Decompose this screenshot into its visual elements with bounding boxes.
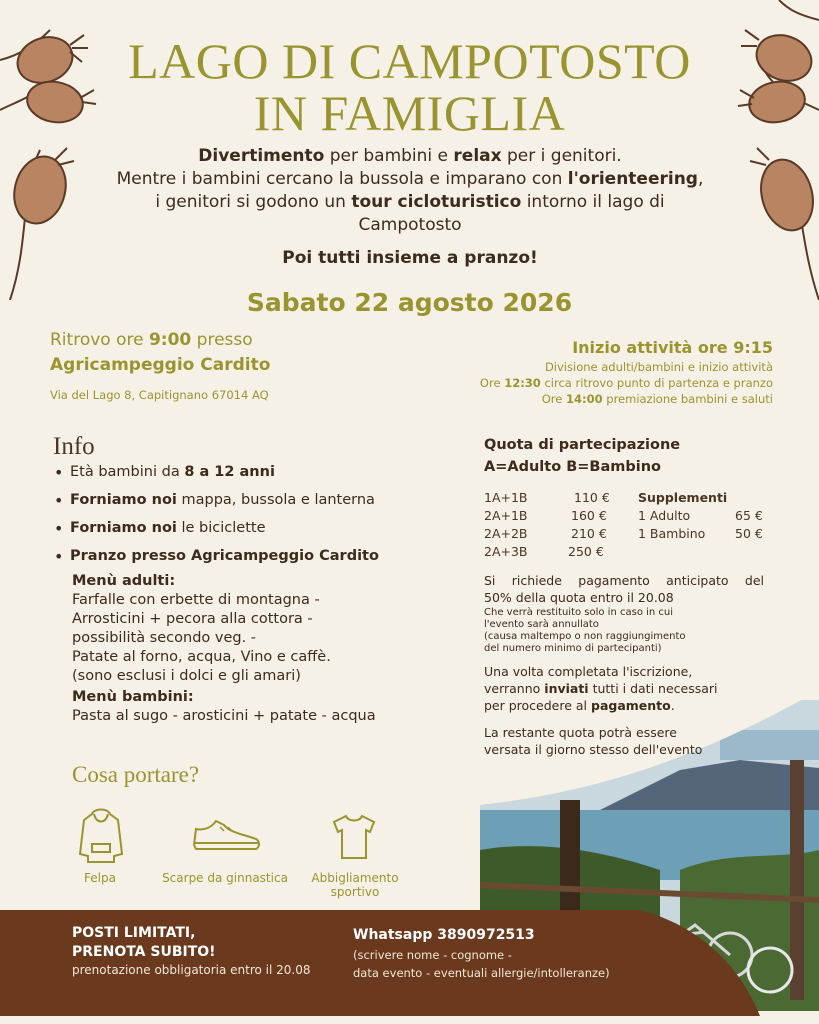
info-item-lunch <box>50 547 430 566</box>
intro-tagline: Poi tutti insieme a pranzo! <box>282 248 538 268</box>
adult-menu-line: possibilità secondo veg. - <box>72 630 257 646</box>
limited-line-2: PRENOTA SUBITO! <box>72 944 216 960</box>
refund-line: (causa maltempo o non raggiungimento <box>484 631 686 642</box>
quota-title: Quota di partecipazione <box>484 437 681 453</box>
supplement-label: 1 Adulto <box>638 508 691 523</box>
remaining-line-1: La restante quota potrà essere <box>484 725 677 740</box>
info-list <box>50 463 430 575</box>
adult-menu-line: Arrosticini + pecora alla cottora - <box>72 611 313 627</box>
info-item-bikes <box>50 519 430 538</box>
price-value: 250 € <box>568 544 604 559</box>
intro-text-1: per bambini e <box>324 146 454 166</box>
intro-text-2: per i genitori. <box>501 146 622 166</box>
price-value: 210 € <box>571 526 607 541</box>
hoodie-label: Felpa <box>84 871 116 885</box>
info-item-age <box>50 463 430 482</box>
intro-text-7: Campotosto <box>358 215 462 235</box>
remaining-line-2: versata il giorno stesso dell'evento <box>484 742 703 757</box>
intro-text <box>90 145 730 270</box>
intro-bold-orienteering: l'orienteering <box>567 169 698 189</box>
registration-line-2-b: inviati <box>544 681 589 696</box>
intro-bold-divertimento: Divertimento <box>198 146 325 166</box>
supplement-value: 65 € <box>735 508 763 523</box>
registration-line-3-c: . <box>670 698 675 713</box>
refund-line: l'evento sarà annullato <box>484 619 599 630</box>
registration-note <box>484 663 718 714</box>
price-value: 110 € <box>574 490 610 505</box>
schedule-line-3 <box>480 391 773 407</box>
limited-line-1: POSTI LIMITATI, <box>72 925 196 941</box>
registration-line-2 <box>484 680 718 697</box>
price-label: 2A+2B <box>484 526 528 541</box>
info-item-age-text: Età bambini da <box>70 464 185 480</box>
registration-line-2-c: tutti i dati necessari <box>588 681 718 696</box>
title-line-2: IN FAMIGLIA <box>253 85 566 141</box>
meeting-prefix: Ritrovo ore <box>50 330 149 350</box>
refund-note <box>484 607 686 655</box>
meeting-suffix: presso <box>191 330 253 350</box>
sneaker-label: Scarpe da ginnastica <box>162 871 288 885</box>
adult-menu-line: Farfalle con erbette di montagna - <box>72 592 320 608</box>
payment-line-2: 50% della quota entro il 20.08 <box>484 590 674 605</box>
adult-menu-line: Patate al forno, acqua, Vino e caffè. <box>72 649 331 665</box>
kids-menu <box>72 688 376 726</box>
info-item-map-text: mappa, bussola e lanterna <box>176 492 375 508</box>
intro-text-6: intorno il lago di <box>521 192 665 212</box>
remaining-note <box>484 724 702 758</box>
price-label: 2A+3B <box>484 544 528 559</box>
meeting-place: Agricampeggio Cardito <box>50 355 271 375</box>
whatsapp-note-2: data evento - eventuali allergie/intolleranze) <box>353 966 610 980</box>
adult-menu-title: Menù adulti: <box>72 573 176 589</box>
supplement-label: 1 Bambino <box>638 526 706 541</box>
intro-text-3: Mentre i bambini cercano la bussola e imparano con <box>116 169 568 189</box>
supplement-value: 50 € <box>735 526 763 541</box>
schedule-line-2-prefix: Ore <box>479 376 505 390</box>
info-item-map-bold: Forniamo noi <box>70 492 177 508</box>
info-item-bikes-bold: Forniamo noi <box>70 520 177 536</box>
intro-bold-relax: relax <box>453 146 502 166</box>
price-value: 160 € <box>571 508 607 523</box>
info-title: Info <box>53 433 95 460</box>
schedule-title: Inizio attività ore 9:15 <box>572 338 773 357</box>
bring-title: Cosa portare? <box>72 762 200 787</box>
info-item-age-bold: 8 a 12 anni <box>184 464 275 480</box>
kids-menu-text: Pasta al sugo - arosticini + patate - acqua <box>72 708 376 724</box>
schedule-line-3-time: 14:00 <box>566 392 603 406</box>
schedule-line-2-text: circa ritrovo punto di partenza e pranzo <box>540 376 773 390</box>
registration-line-3-b: pagamento <box>591 698 671 713</box>
kids-menu-title: Menù bambini: <box>72 689 194 705</box>
registration-line-2-a: verranno <box>484 681 545 696</box>
info-item-lunch-bold: Pranzo presso Agricampeggio Cardito <box>70 548 379 564</box>
refund-line: Che verrà restituito solo in caso in cui <box>484 607 674 618</box>
tshirt-icon <box>330 812 378 860</box>
schedule-block <box>480 338 773 407</box>
adult-menu <box>72 572 331 686</box>
meeting-time-value: 9:00 <box>148 330 192 350</box>
whatsapp-contact[interactable]: Whatsapp 3890972513 <box>353 927 535 943</box>
intro-text-5: i genitori si godono un <box>155 192 352 212</box>
meeting-time <box>50 330 253 350</box>
refund-line: del numero minimo di partecipanti) <box>484 643 662 654</box>
schedule-line-3-text: premiazione bambini e saluti <box>602 392 773 406</box>
hoodie-icon <box>78 808 124 864</box>
supplements-title: Supplementi <box>638 490 728 505</box>
schedule-line-2 <box>480 375 773 391</box>
price-label: 2A+1B <box>484 508 528 523</box>
registration-line-1: Una volta completata l'iscrizione, <box>484 664 693 679</box>
schedule-line-1: Divisione adulti/bambini e inizio attività <box>544 360 773 374</box>
sneaker-icon <box>190 815 262 853</box>
intro-bold-tour: tour cicloturistico <box>351 192 522 212</box>
meeting-address: Via del Lago 8, Capitignano 67014 AQ <box>50 388 269 402</box>
price-label: 1A+1B <box>484 490 528 505</box>
whatsapp-note-1: (scrivere nome - cognome - <box>353 948 512 962</box>
schedule-line-2-time: 12:30 <box>504 376 541 390</box>
limited-note: prenotazione obbligatoria entro il 20.08 <box>72 963 311 977</box>
adult-menu-line: (sono esclusi i dolci e gli amari) <box>72 668 301 684</box>
registration-line-3 <box>484 697 718 714</box>
info-item-bikes-text: le biciclette <box>176 520 266 536</box>
quota-subtitle: A=Adulto B=Bambino <box>484 459 661 475</box>
title-line-1: LAGO DI CAMPOTOSTO <box>128 33 691 89</box>
intro-text-4: , <box>697 169 704 189</box>
schedule-line-3-prefix: Ore <box>541 392 566 406</box>
info-item-map <box>50 491 430 510</box>
payment-line-1: Si richiede pagamento anticipato del <box>484 573 764 588</box>
tshirt-label: Abbigliamento sportivo <box>311 871 399 899</box>
registration-line-3-a: per procedere al <box>484 698 592 713</box>
event-date: Sabato 22 agosto 2026 <box>246 288 573 317</box>
